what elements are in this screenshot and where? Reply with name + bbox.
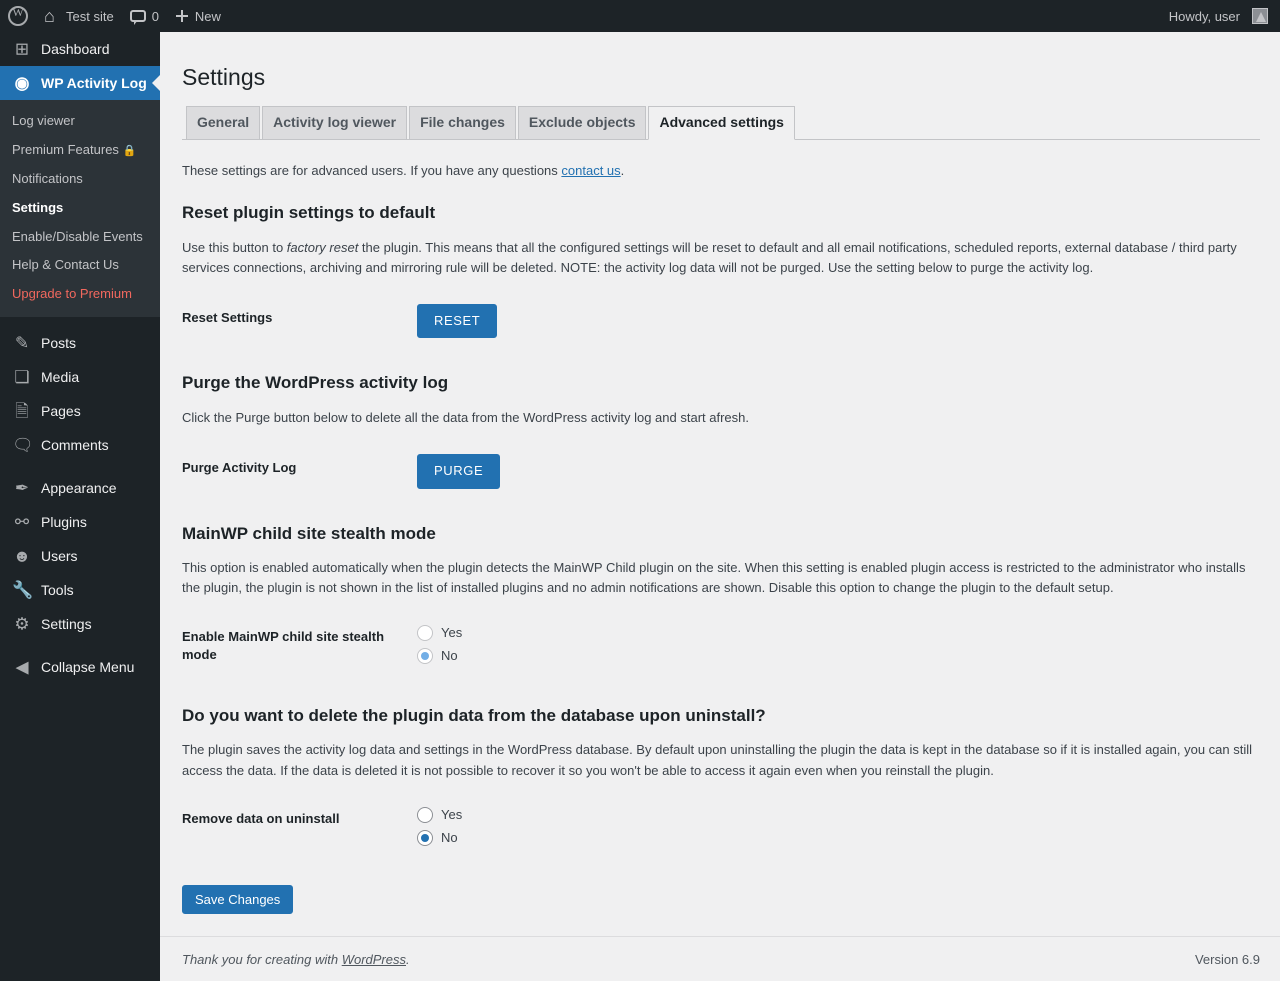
tab-exclude-objects[interactable]: Exclude objects <box>518 106 647 139</box>
comments-icon: 🗨 <box>12 435 34 455</box>
tools-icon: 🔧 <box>12 580 34 600</box>
sidebar-item-label: Plugins <box>41 514 87 531</box>
sidebar-item-label: Posts <box>41 335 77 352</box>
home-icon <box>44 8 60 24</box>
plugins-icon: ⚯ <box>14 512 30 532</box>
remove-data-table <box>182 797 1260 863</box>
mainwp-stealth-no-radio[interactable] <box>417 648 433 664</box>
remove-data-cell <box>417 797 1260 863</box>
comment-icon <box>130 10 146 22</box>
mainwp-stealth-label: Enable MainWP child site stealth mode <box>182 628 385 662</box>
submenu-item-notifications[interactable]: Notifications <box>12 170 83 186</box>
reset-button[interactable]: RESET <box>417 304 497 338</box>
section-heading-purge: Purge the WordPress activity log <box>182 373 449 393</box>
menu-separator <box>0 462 160 471</box>
pin-icon: ✎ <box>14 333 30 353</box>
avatar <box>1252 8 1268 24</box>
sidebar-item-plugins[interactable] <box>0 505 160 539</box>
intro-prefix: These settings are for advanced users. If you have any questions <box>182 162 562 178</box>
users-icon: ☻ <box>13 546 31 566</box>
sidebar-item-appearance[interactable] <box>0 471 160 505</box>
sidebar-item-users[interactable] <box>0 539 160 573</box>
mainwp-stealth-yes-radio[interactable] <box>417 625 433 641</box>
footer-thanks <box>182 952 1195 967</box>
new-label: New <box>194 8 221 24</box>
submenu-item-enable-disable-events[interactable]: Enable/Disable Events <box>12 228 143 244</box>
comments-count: 0 <box>151 8 159 24</box>
intro-suffix: . <box>620 162 625 178</box>
reset-settings-label: Reset Settings <box>182 309 273 325</box>
appearance-icon: ✒ <box>14 478 30 498</box>
submenu-item-log-viewer[interactable]: Log viewer <box>12 113 75 128</box>
site-name-button[interactable] <box>36 0 122 32</box>
mainwp-stealth-no-row[interactable] <box>417 648 1250 664</box>
sidebar-item-tools[interactable] <box>0 573 160 607</box>
sidebar-item-label: WP Activity Log <box>41 75 147 91</box>
comments-bubble-button[interactable] <box>122 0 167 32</box>
table-row <box>182 615 1260 681</box>
new-content-button[interactable] <box>167 0 229 32</box>
remove-data-yes-radio[interactable] <box>417 807 433 823</box>
wordpress-icon <box>8 6 28 26</box>
save-changes-button[interactable]: Save Changes <box>182 885 293 914</box>
admin-menu <box>0 32 160 981</box>
tab-file-changes[interactable]: File changes <box>409 106 516 139</box>
sidebar-item-label: Appearance <box>41 480 117 497</box>
sidebar-item-label: Pages <box>41 403 81 420</box>
sidebar-item-label: Tools <box>41 582 74 599</box>
activity-log-submenu <box>0 100 160 317</box>
purge-activity-log-cell <box>417 444 1260 498</box>
purge-activity-log-table <box>182 444 1260 498</box>
menu-separator <box>0 317 160 326</box>
wordpress-link[interactable]: WordPress <box>341 951 406 967</box>
sidebar-item-label: Settings <box>41 616 92 633</box>
section-heading-uninstall: Do you want to delete the plugin data from the database upon uninstall? <box>182 705 766 725</box>
contact-us-link[interactable]: contact us <box>561 162 621 178</box>
section-heading-mainwp: MainWP child site stealth mode <box>182 523 436 543</box>
section-desc-uninstall: The plugin saves the activity log data and settings in the WordPress database. By default upon uninstalling the plugin the data is kept in the database so if it is installed again, you can still access the data. If the data is deleted it is not possible to recover it so you won't be able to access it again even when you reinstall the plugin. <box>182 742 1253 778</box>
submenu-item-premium-features[interactable] <box>0 136 160 165</box>
sidebar-item-label: Users <box>41 548 78 565</box>
activity-log-icon: ◉ <box>14 73 30 93</box>
mainwp-stealth-yes-row[interactable] <box>417 625 1250 641</box>
purge-activity-log-label: Purge Activity Log <box>182 460 297 476</box>
section-heading-reset: Reset plugin settings to default <box>182 202 436 222</box>
sidebar-item-pages[interactable] <box>0 394 160 428</box>
footer-thanks-suffix: . <box>406 951 410 967</box>
collapse-menu-button[interactable] <box>0 650 160 684</box>
plus-icon <box>175 9 189 23</box>
howdy-label: Howdy, user <box>1168 8 1240 24</box>
purge-button[interactable]: PURGE <box>417 454 500 488</box>
settings-tabs <box>182 106 1260 140</box>
wordpress-logo-button[interactable] <box>0 0 36 32</box>
footer-version: Version 6.9 <box>1194 951 1260 967</box>
main-content <box>160 32 1280 981</box>
reset-desc-before: Use this button to <box>182 239 287 255</box>
submenu-item-upgrade-to-premium[interactable]: Upgrade to Premium <box>12 286 132 302</box>
remove-data-no-row[interactable] <box>417 830 1250 846</box>
reset-desc-emphasis: factory reset <box>286 239 359 255</box>
settings-wrap <box>160 32 1280 914</box>
section-desc-mainwp: This option is enabled automatically when the plugin detects the MainWP Child plugin on the site. When this setting is enabled plugin access is restricted to the administrator who installs the plugin, the plugin is not shown in the list of installed plugins and no admin notifications are shown. Disable this option to change the plugin to the default setup. <box>182 560 1246 596</box>
reset-desc-after: the plugin. This means that all the configured settings will be reset to default and all email notifications, scheduled reports, external database / third party services connections, archiving and mirroring rule will be deleted. NOTE: the activity log data will not be purged. Use the setting below to purge the activity log. <box>182 239 1237 275</box>
mainwp-stealth-table <box>182 615 1260 681</box>
table-row <box>182 444 1260 498</box>
mainwp-stealth-no-label[interactable]: No <box>441 648 458 664</box>
sidebar-item-label: Dashboard <box>41 41 110 57</box>
save-changes-wrap <box>182 885 1260 914</box>
submenu-item-label: Premium Features <box>12 141 119 157</box>
sidebar-item-label: Comments <box>41 437 109 454</box>
reset-settings-table <box>182 294 1260 348</box>
mainwp-stealth-cell <box>417 615 1260 681</box>
media-icon: ❏ <box>14 367 30 387</box>
table-row <box>182 797 1260 863</box>
tab-advanced-settings[interactable]: Advanced settings <box>648 106 794 140</box>
sidebar-item-wp-activity-log[interactable] <box>0 66 160 100</box>
intro-text <box>182 163 1260 178</box>
sidebar-item-comments[interactable] <box>0 428 160 462</box>
sidebar-item-media[interactable] <box>0 360 160 394</box>
menu-separator <box>0 641 160 650</box>
tab-general[interactable]: General <box>186 106 260 139</box>
table-row <box>182 294 1260 348</box>
page-title: Settings <box>182 64 266 90</box>
pages-icon: 🗎 <box>15 401 29 421</box>
remove-data-no-label[interactable]: No <box>441 830 458 846</box>
footer-thanks-prefix: Thank you for creating with <box>182 951 342 967</box>
admin-bar <box>0 0 1280 32</box>
submenu-item-help-contact-us[interactable]: Help & Contact Us <box>12 257 119 273</box>
lock-icon: 🔒 <box>122 144 137 157</box>
submenu-item-settings[interactable]: Settings <box>12 199 64 215</box>
section-desc-reset <box>182 238 1260 278</box>
dashboard-icon: ⊞ <box>14 39 30 59</box>
my-account-button[interactable] <box>1161 0 1280 32</box>
section-desc-purge: Click the Purge button below to delete all the data from the WordPress activity log and start afresh. <box>182 410 749 426</box>
sidebar-item-label: Media <box>41 369 80 386</box>
remove-data-yes-label[interactable]: Yes <box>441 807 463 823</box>
remove-data-no-radio[interactable] <box>417 830 433 846</box>
collapse-menu-label: Collapse Menu <box>41 659 135 676</box>
tab-activity-log-viewer[interactable]: Activity log viewer <box>262 106 407 139</box>
site-name-label: Test site <box>66 8 114 24</box>
sidebar-item-dashboard[interactable] <box>0 32 160 66</box>
remove-data-label: Remove data on uninstall <box>182 810 340 826</box>
remove-data-yes-row[interactable] <box>417 807 1250 823</box>
admin-footer <box>160 936 1280 981</box>
sidebar-item-settings[interactable] <box>0 607 160 641</box>
reset-settings-cell <box>417 294 1260 348</box>
sidebar-item-posts[interactable] <box>0 326 160 360</box>
collapse-icon: ◀ <box>15 657 29 677</box>
mainwp-stealth-yes-label[interactable]: Yes <box>441 625 463 641</box>
settings-icon: ⚙ <box>14 614 30 634</box>
